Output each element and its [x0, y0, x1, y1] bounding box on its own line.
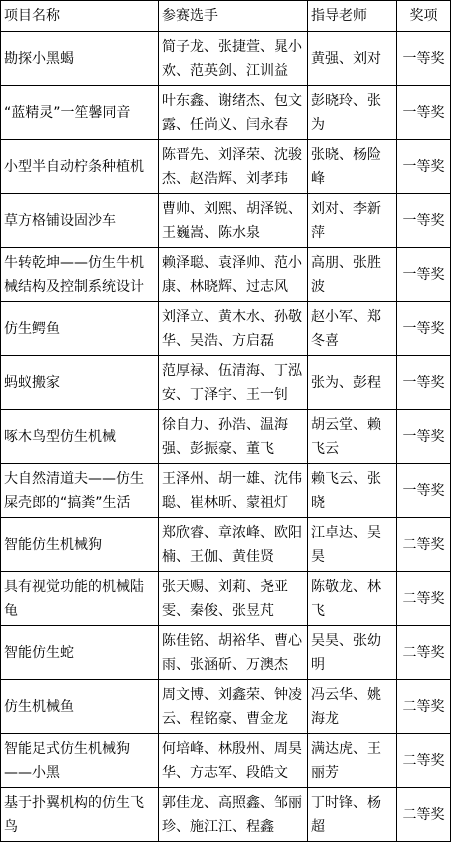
table-row [1, 464, 451, 518]
players-cell: 叶东鑫、谢绪杰、包文露、任尚义、闫永春 [159, 86, 308, 140]
table-row [1, 32, 451, 86]
prize-cell: 二等奖 [397, 518, 451, 572]
project-name-cell: 智能仿生机械狗 [1, 518, 159, 572]
prize-cell: 二等奖 [397, 788, 451, 842]
project-name-cell: 智能仿生蛇 [1, 626, 159, 680]
players-cell: 徐自力、孙浩、温海强、彭振豪、董飞 [159, 410, 308, 464]
project-name-cell: 仿生鳄鱼 [1, 302, 159, 356]
prize-cell: 一等奖 [397, 410, 451, 464]
players-cell: 简子龙、张捷萱、晁小欢、范英剑、江训益 [159, 32, 308, 86]
table-row [1, 788, 451, 842]
project-name-cell: 智能足式仿生机械狗——小黑 [1, 734, 159, 788]
table-row [1, 626, 451, 680]
project-name-cell: 基于扑翼机构的仿生飞鸟 [1, 788, 159, 842]
teacher-cell: 赵小军、郑冬喜 [308, 302, 397, 356]
header-row [1, 1, 451, 32]
table-row [1, 572, 451, 626]
table-row [1, 734, 451, 788]
table-row [1, 194, 451, 248]
players-cell: 曹帅、刘熙、胡泽锐、王巍嵩、陈水泉 [159, 194, 308, 248]
prize-cell: 一等奖 [397, 464, 451, 518]
players-cell: 刘泽立、黄木水、孙敬华、吴浩、方启磊 [159, 302, 308, 356]
teacher-cell: 江卓达、吴昊 [308, 518, 397, 572]
project-name-cell: 大自然清道夫——仿生屎壳郎的“搞粪”生活 [1, 464, 159, 518]
prize-cell: 二等奖 [397, 572, 451, 626]
project-name-cell: “蓝精灵”一笙馨同音 [1, 86, 159, 140]
prize-cell: 一等奖 [397, 356, 451, 410]
players-cell: 赖泽聪、袁泽帅、范小康、林晓辉、过志风 [159, 248, 308, 302]
prize-cell: 一等奖 [397, 32, 451, 86]
project-name-cell: 仿生机械鱼 [1, 680, 159, 734]
prize-cell: 二等奖 [397, 680, 451, 734]
teacher-cell: 冯云华、姚海龙 [308, 680, 397, 734]
teacher-cell: 刘对、李新萍 [308, 194, 397, 248]
teacher-cell: 丁时锋、杨超 [308, 788, 397, 842]
players-cell: 陈晋先、刘泽荣、沈骏杰、赵浩辉、刘孝玮 [159, 140, 308, 194]
teacher-cell: 吴昊、张幼明 [308, 626, 397, 680]
table-row [1, 302, 451, 356]
players-cell: 王泽州、胡一雄、沈伟聪、崔林昕、蒙祖灯 [159, 464, 308, 518]
project-name-cell: 具有视觉功能的机械陆龟 [1, 572, 159, 626]
table-row [1, 140, 451, 194]
project-name-cell: 小型半自动柠条种植机 [1, 140, 159, 194]
prize-cell: 一等奖 [397, 140, 451, 194]
table-row [1, 518, 451, 572]
table-body [1, 32, 451, 842]
players-cell: 周文博、刘鑫荣、钟凌云、程铭豪、曹金龙 [159, 680, 308, 734]
table-row [1, 356, 451, 410]
project-name-cell: 啄木鸟型仿生机械 [1, 410, 159, 464]
teacher-cell: 张为、彭程 [308, 356, 397, 410]
teacher-cell: 彭晓玲、张为 [308, 86, 397, 140]
teacher-cell: 胡云堂、赖飞云 [308, 410, 397, 464]
project-name-cell: 蚂蚁搬家 [1, 356, 159, 410]
prize-cell: 二等奖 [397, 734, 451, 788]
table-row [1, 86, 451, 140]
prize-cell: 一等奖 [397, 86, 451, 140]
prize-cell: 二等奖 [397, 626, 451, 680]
project-name-cell: 草方格铺设固沙车 [1, 194, 159, 248]
teacher-cell: 黄强、刘对 [308, 32, 397, 86]
header-prize: 奖项 [397, 1, 451, 32]
teacher-cell: 赖飞云、张晓 [308, 464, 397, 518]
teacher-cell: 张晓、杨险峰 [308, 140, 397, 194]
prize-cell: 一等奖 [397, 194, 451, 248]
header-project: 项目名称 [1, 1, 159, 32]
table-row [1, 410, 451, 464]
header-players: 参赛选手 [159, 1, 308, 32]
players-cell: 郭佳龙、高照鑫、邹丽珍、施江江、程鑫 [159, 788, 308, 842]
header-teacher: 指导老师 [308, 1, 397, 32]
project-name-cell: 勘探小黑蝎 [1, 32, 159, 86]
prize-cell: 一等奖 [397, 302, 451, 356]
players-cell: 郑欣睿、章浓峰、欧阳楠、王伽、黄佳贤 [159, 518, 308, 572]
players-cell: 陈佳铭、胡裕华、曹心雨、张涵斫、万澳杰 [159, 626, 308, 680]
players-cell: 张天赐、刘莉、尧亚雯、秦俊、张昱芃 [159, 572, 308, 626]
players-cell: 范厚禄、伍清海、丁泓安、丁泽宇、王一钊 [159, 356, 308, 410]
table-row [1, 248, 451, 302]
prize-cell: 一等奖 [397, 248, 451, 302]
teacher-cell: 满达虎、王丽芳 [308, 734, 397, 788]
teacher-cell: 高朋、张胜波 [308, 248, 397, 302]
players-cell: 何培峰、林殷州、周昊华、方志军、段皓文 [159, 734, 308, 788]
project-name-cell: 牛转乾坤——仿生牛机械结构及控制系统设计 [1, 248, 159, 302]
table-row [1, 680, 451, 734]
teacher-cell: 陈敬龙、林飞 [308, 572, 397, 626]
